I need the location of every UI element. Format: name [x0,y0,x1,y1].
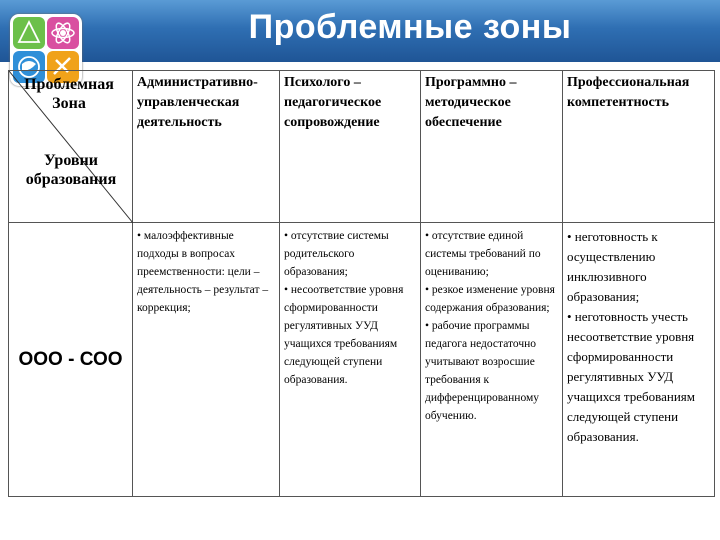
problem-zones-table [8,70,715,497]
corner-label-zone: Проблемная Зона [24,76,114,112]
table-cell: • неготовность к осуществлению инклюзивного образования; • неготовность учесть несоответствие уровня сформированности регулятивных УУД учащихся требованиям следующей ступени образования. [563,223,715,497]
table-cell: • малоэффективные подходы в вопросах преемственности: цели – деятельность – результат – коррекция; [133,223,280,497]
column-header: Психолого – педагогическое сопровождение [280,71,421,223]
table-corner-cell [9,71,133,223]
table-cell: • отсутствие единой системы требований по оцениванию; • резкое изменение уровня содержания образования; • рабочие программы педагога недостаточно учитывают возросшие требования к дифференцированному обучению. [421,223,563,497]
corner-label-levels: Уровни образования [25,152,117,188]
table-cell: • отсутствие системы родительского образования; • несоответствие уровня сформированности регулятивных УУД учащихся требованиям следующей ступени образования. [280,223,421,497]
column-header: Административно-управленческая деятельность [133,71,280,223]
column-header: Программно – методическое обеспечение [421,71,563,223]
page-title: Проблемные зоны [248,8,572,46]
column-header: Профессиональная компетентность [563,71,715,223]
title-bar [0,0,720,62]
row-label-level: ООО - СОО [9,223,133,497]
